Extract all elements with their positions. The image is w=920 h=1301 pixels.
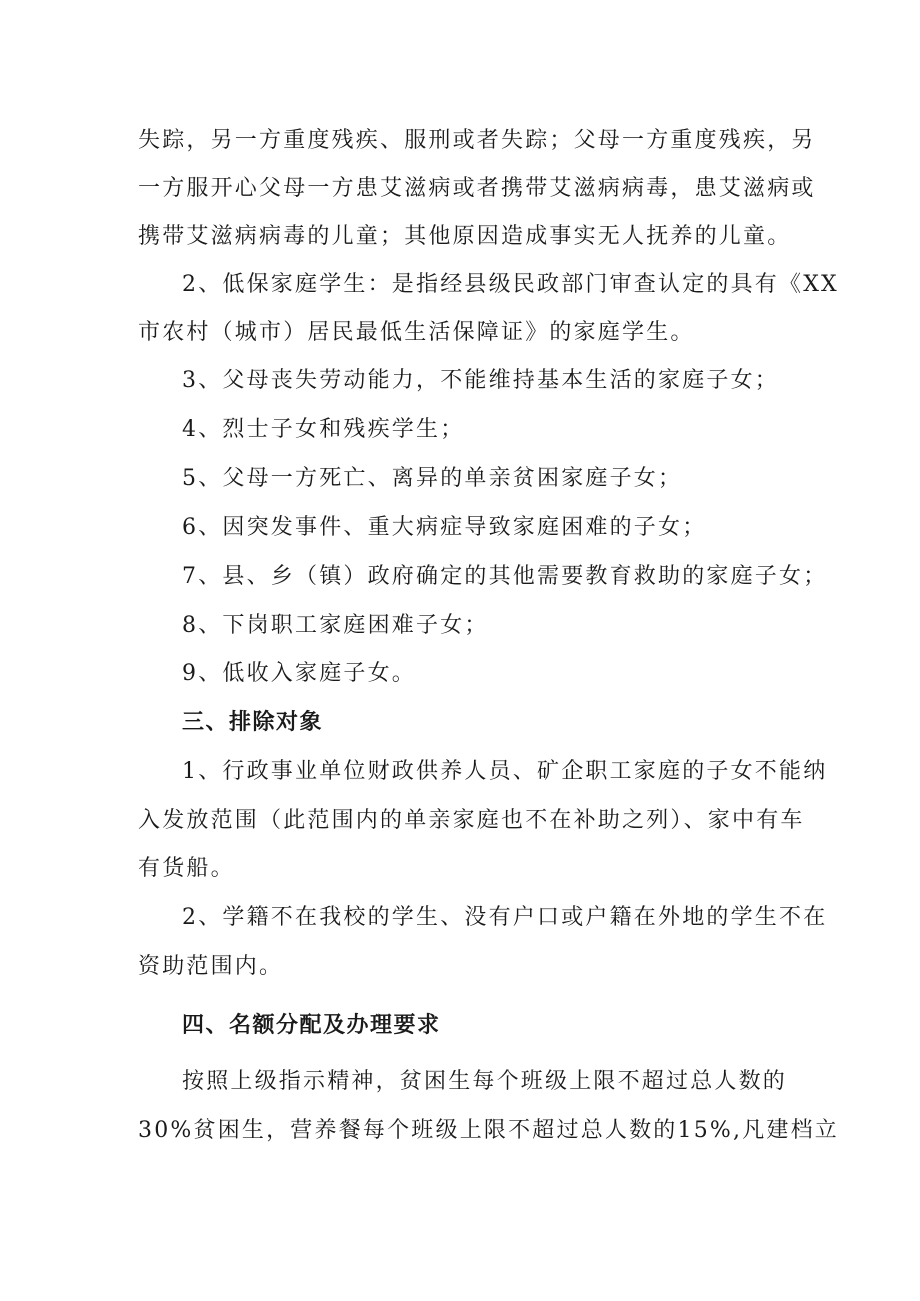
section-heading-quota: 四、名额分配及办理要求 <box>182 1013 441 1038</box>
paragraph-line: 有货船。 <box>138 856 235 881</box>
section-heading-exclusion: 三、排除对象 <box>182 710 324 735</box>
paragraph-line: 失踪，另一方重度残疾、服刑或者失踪；父母一方重度残疾，另 <box>138 128 816 153</box>
list-item-8: 8、下岗职工家庭困难子女； <box>182 613 489 638</box>
paragraph-line: 市农村（城市）居民最低生活保障证》的家庭学生。 <box>138 320 695 345</box>
paragraph-line: 2、学籍不在我校的学生、没有户口或户籍在外地的学生不在 <box>182 905 828 930</box>
paragraph-line: 30%贫困生，营养餐每个班级上限不超过总人数的15%,凡建档立 <box>138 1118 839 1143</box>
list-item-9: 9、低收入家庭子女。 <box>182 661 416 686</box>
list-item-3: 3、父母丧失劳动能力，不能维持基本生活的家庭子女； <box>182 368 779 393</box>
paragraph-line: 按照上级指示精神，贫困生每个班级上限不超过总人数的 <box>182 1069 788 1094</box>
list-item-7: 7、县、乡（镇）政府确定的其他需要教育救助的家庭子女； <box>182 564 828 589</box>
paragraph-line: 一方服开心父母一方患艾滋病或者携带艾滋病病毒，患艾滋病或 <box>138 176 816 201</box>
paragraph-line: 1、行政事业单位财政供养人员、矿企职工家庭的子女不能纳 <box>182 759 828 784</box>
list-item-2: 2、低保家庭学生：是指经县级民政部门审查认定的具有《XX <box>182 272 839 297</box>
list-item-6: 6、因突发事件、重大病症导致家庭困难的子女； <box>182 515 707 540</box>
paragraph-line: 入发放范围（此范围内的单亲家庭也不在补助之列）、家中有车 <box>138 808 805 833</box>
paragraph-line: 携带艾滋病病毒的儿童；其他原因造成事实无人抚养的儿童。 <box>138 224 792 249</box>
list-item-4: 4、烈士子女和残疾学生； <box>182 417 465 442</box>
paragraph-line: 资助范围内。 <box>138 954 284 979</box>
list-item-5: 5、父母一方死亡、离异的单亲贫困家庭子女； <box>182 466 683 491</box>
